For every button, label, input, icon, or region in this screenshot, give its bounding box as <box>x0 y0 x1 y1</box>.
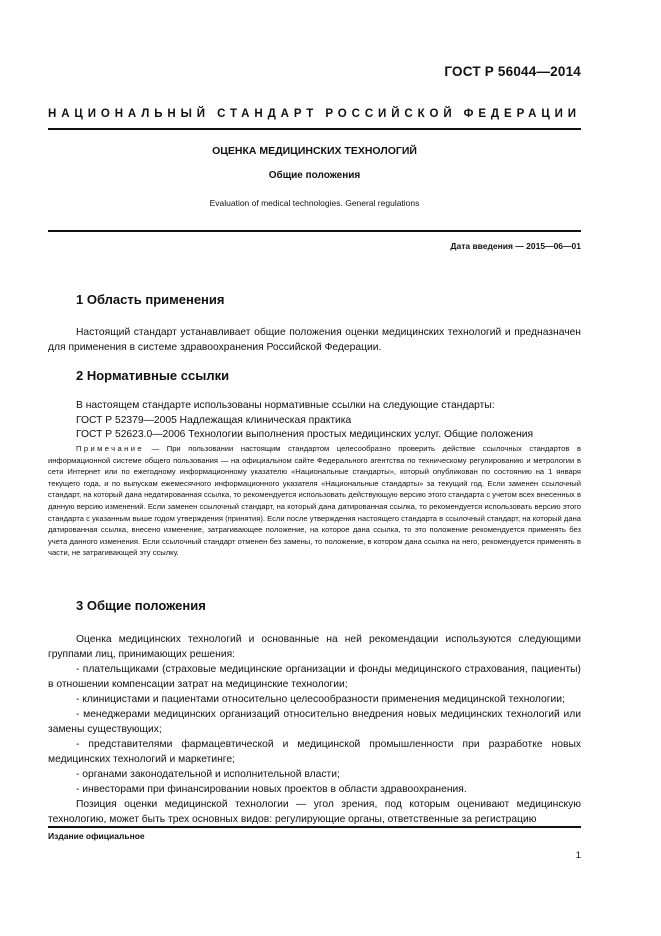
list-item: - инвесторами при финансировании новых проектов в области здравоохранения. <box>76 784 467 795</box>
official-edition-label: Издание официальное <box>48 831 145 841</box>
list-item: - представителями фармацевтической и медицинской промышленности при разработке новых медицинских технологий и маркетинге; <box>48 739 581 765</box>
section-1-text: Настоящий стандарт устанавливает общие положения оценки медицинских технологий и предназначен для применения в системе здравоохранения Российской Федерации. <box>48 327 581 353</box>
section-2-heading: 2 Нормативные ссылки <box>76 368 230 383</box>
page-number: 1 <box>575 850 581 861</box>
references-list <box>48 399 581 443</box>
section-3-content <box>48 632 581 827</box>
list-item: - менеджерами медицинских организаций относительно внедрения новых медицинских технологий или замены существующих; <box>48 709 581 735</box>
english-title: Evaluation of medical technologies. General regulations <box>209 198 420 208</box>
list-item: - плательщиками (страховые медицинские организации и фонды медицинского страхования, пациенты) в отношении компенсации затрат на медицинские технологии; <box>48 664 581 690</box>
list-item: - клиницистами и пациентами относительно целесообразности применения медицинской технологии; <box>76 694 565 705</box>
document-subtitle: Общие положения <box>268 170 361 181</box>
references-note <box>48 443 581 559</box>
banner-word: НАЦИОНАЛЬНЫЙ <box>48 108 210 120</box>
note-label: Примечание <box>76 444 144 453</box>
reference-item: ГОСТ Р 52379—2005 Надлежащая клиническая практика <box>76 414 352 426</box>
top-divider <box>48 128 581 130</box>
banner-word: СТАНДАРТ <box>217 108 319 120</box>
bottom-divider <box>48 826 581 828</box>
note-text: — При пользовании настоящим стандартом целесообразно проверить действие ссылочных стандартов в информационной системе общего пользования — на официальном сайте Федерального агентства по техническому регулированию и метрологии в сети Интернет или по ежегодному информационному указателю «Национальные стандарты», который опубликован по состоянию на 1 января текущего года, и по выпускам ежемесячного информационного указателя «Национальные стандарты» за текущий год. Если заменен ссылочный стандарт, на который дана недатированная ссылка, то рекомендуется использовать действующую версию этого стандарта с учетом всех внесенных в данную версию изменений. Если заменен ссылочный стандарт, на который дана датированная ссылка, то рекомендуется использовать версию этого стандарта с указанным выше годом утверждения (принятия). Если после утверждения настоящего стандарта в ссылочный стандарт, на который дана датированная ссылка, внесено изменение, затрагивающее положение, на которое дана ссылка, то это положение рекомендуется применять без учета данного изменения. Если ссылочный стандарт отменен без замены, то положение, в котором дана ссылка на него, рекомендуется применять в части, не затрагивающей эту ссылку. <box>48 444 581 558</box>
national-standard-banner <box>48 108 581 120</box>
banner-word: РОССИЙСКОЙ <box>325 108 457 120</box>
reference-item: ГОСТ Р 52623.0—2006 Технологии выполнения простых медицинских услуг. Общие положения <box>76 429 534 440</box>
section-1-heading: 1 Область применения <box>76 292 225 307</box>
section-3-heading: 3 Общие положения <box>76 598 206 613</box>
introduction-date: Дата введения — 2015—06—01 <box>450 241 581 251</box>
references-lead: В настоящем стандарте использованы нормативные ссылки на следующие стандарты: <box>76 400 495 411</box>
section-3-intro: Оценка медицинских технологий и основанные на ней рекомендации используются следующими группами лиц, принимающих решения: <box>48 634 581 660</box>
section-3-position: Позиция оценки медицинской технологии — угол зрения, под которым оценивают медицинскую технологию, может быть трех основных видов: регулирующие органы, ответственные за регистрацию <box>48 799 581 825</box>
document-number: ГОСТ Р 56044—2014 <box>444 64 581 79</box>
list-item: - органами законодательной и исполнительной власти; <box>76 769 340 780</box>
banner-word: ФЕДЕРАЦИИ <box>463 108 581 120</box>
middle-divider <box>48 230 581 232</box>
document-title: ОЦЕНКА МЕДИЦИНСКИХ ТЕХНОЛОГИЙ <box>212 145 417 157</box>
